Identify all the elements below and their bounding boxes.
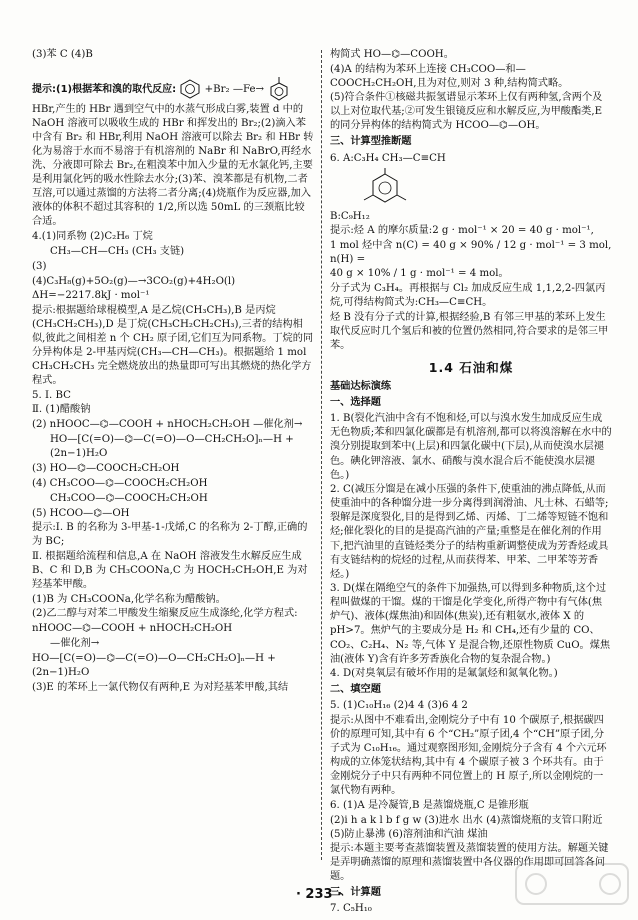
section-heading: 三、计算题 — [330, 887, 381, 899]
paragraph: (4)A 的结构为苯环上连接 CH₃COO—和—COOCH₂CH₂OH,且为对位,则对 3 种,结构简式略。 — [330, 63, 569, 89]
answer-line: 5. Ⅰ. BC — [32, 389, 71, 401]
equation-text: +Br₂ —Fe→ — [204, 84, 265, 96]
section-heading: 一、选择题 — [330, 397, 381, 409]
section-heading: 三、计算型推断题 — [330, 136, 412, 148]
structure-line: CH₃—CH—CH₃ (CH₃ 支链) — [50, 245, 185, 257]
calc-line: 1 mol 烃中含 n(C) = 40 g × 90% / 12 g · mol⁻¹ = 3 mol, n(H) = — [330, 239, 612, 265]
right-column — [330, 48, 612, 917]
calc-line: 40 g × 10% / 1 g · mol⁻¹ = 4 mol。 — [330, 268, 509, 280]
paragraph: 烃 B 没有分子式的计算,根据经验,B 有邻三甲基的苯环上发生取代反应时几个氢后和被的位置仍然相同,符合要求的是邻三甲苯。 — [330, 311, 609, 351]
answer-line: 7. C₅H₁₀ — [330, 903, 372, 915]
trimethylbenzene-structure-icon — [350, 168, 420, 208]
equation-line: HO—[C(=O)—⌬—C(=O)—O—CH₂CH₂O]ₙ—H + (2n−1)H₂O — [50, 433, 294, 459]
left-column — [32, 48, 314, 695]
answer-line: 6. (1)A 是冷凝管,B 是蒸馏烧瓶,C 是锥形瓶 — [330, 799, 529, 811]
benzene-ring-icon — [179, 79, 201, 99]
answer-line: B:C₉H₁₂ — [330, 210, 370, 222]
answer-line: 6. A:C₃H₄ CH₃—C≡CH — [330, 152, 446, 164]
tip-paragraph: 提示:从图中不难看出,金刚烷分子中有 10 个碳原子,根据碳四价的原理可知,其中有 6 个“CH₂”原子团,4 个“CH”原子团,分子式为 C₁₀H₁₆。通过观察图形知,金刚烷分子含有 4 个六元环构成的立体笼状结构,其中有 4 个碳原子被 3 个环共有。由于金刚烷分子中只有两种不同位置上的 H 原子,所以金刚烷的一氯代物有两种。 — [330, 714, 607, 797]
tip-paragraph: (2)乙二醇与对苯二甲酸发生缩聚反应生成涤纶,化学方程式: — [32, 608, 298, 620]
answer-paragraph: 2. C(减压分馏是在减小压强的条件下,使重油的沸点降低,从而使重油中的各种馏分进一步分离得到润滑油、凡士林、石蜡等;裂解是深度裂化,目的是得到乙烯、丙烯、丁二烯等短链不饱和烃;催化裂化的目的是提高汽油的产量;重整是在催化剂的作用下,把汽油里的直链烃类分子的结构重新调整使成为芳香烃或具有支链结构的烷烃的过程,从而获得苯、甲苯、二甲苯等芳香烃。) — [330, 484, 609, 580]
tip-paragraph: Ⅱ. 根据题给流程和信息,A 在 NaOH 溶液发生水解反应生成 B、C 和 D,B 为 CH₃COONa,C 为 HOCH₂CH₂OH,E 为对羟基苯甲酸。 — [32, 551, 308, 591]
tip-paragraph: 提示:根据题给球棍模型,A 是乙烷(CH₃CH₃),B 是丙烷(CH₃CH₂CH₃),D 是丁烷(CH₃CH₂CH₂CH₃),三者的结构相似,彼此之间相差 n 个 CH₂ 原子团,它们互为同系物。丁烷的同分异构体是 2-甲基丙烷(CH₃—CH—CH₃)。根据题给 1 mol CH₃CH₂CH₃ 完全燃烧放出的热量即可写出其燃烧的热化学方程式。 — [32, 304, 314, 387]
structure-line: (3) HO—⌬—COOCH₂CH₂OH — [32, 463, 180, 475]
section-title: 1.4 石油和煤 — [428, 359, 514, 375]
section-heading: 二、填空题 — [330, 684, 381, 696]
subsection-title: 基础达标演练 — [330, 381, 392, 393]
answer-line: Ⅱ. (1)醋酸钠 — [32, 404, 91, 416]
watermark-logo-icon — [514, 860, 632, 908]
tip-paragraph: (1)B 为 CH₃COONa,化学名称为醋酸钠。 — [32, 593, 226, 605]
paragraph: HBr,产生的 HBr 遇到空气中的水蒸气形成白雾,装置 d 中的 NaOH 溶液可以吸收生成的 HBr 和挥发出的 Br₂;(2)滴入苯中含有 Br₂ 和 HBr,利用 NaOH 溶液可以除去 Br₂ 和 HBr 转化为易溶于水而不易溶于有机溶剂的 NaBr 和 NaBrO,再经水洗、分液即可除去 Br₂,在粗溴苯中加入少量的无水氯化钙,主要是利用氯化钙的吸水性除去水分;(3)苯、溴苯都是有机物,二者互溶,可以通过蒸馏的方法将二者分离;(4)烧瓶作为反应器,加入液体的体积不超过其容积的 1/2,所以选 50mL 的三颈瓶比较合适。 — [32, 103, 314, 228]
equation-line: (4)C₃H₈(g)+5O₂(g)—→3CO₂(g)+4H₂O(l) — [32, 275, 236, 287]
tip-paragraph: 提示:Ⅰ. B 的名称为 3-甲基-1-戊烯,C 的名称为 2-丁醇,正确的为 BC; — [32, 522, 308, 548]
tip-bromination — [32, 76, 314, 102]
answer-paragraph: 1. B(裂化汽油中含有不饱和烃,可以与溴水发生加成反应生成无色物质;苯和四氯化碳都是有机溶剂,都可以将溴溶解在水中的溴分别提取到苯中(上层)和四氯化碳中(下层),从而使溴水层褪色。碘化钾溶液、氯水、硝酸与溴水混合后不能使溴水层褪色。) — [330, 413, 612, 481]
paragraph: (5)符合条件①核磁共振氢谱显示苯环上仅有两种氢,含两个及以上对位取代基;②可发生银镜反应和水解反应,为甲酸酯类,E 的同分异构体的结构简式为 HCOO—⌬—OH。 — [330, 92, 603, 132]
structure-line: CH₃COO—⌬—COOCH₂CH₂OH — [50, 492, 208, 504]
equation-line: (2) nHOOC—⌬—COOH + nHOCH₂CH₂OH —催化剂→ — [32, 418, 303, 430]
paragraph: 分子式为 C₃H₄。再根据与 Cl₂ 加成反应生成 1,1,2,2-四氯丙烷,可得结构简式为:CH₃—C≡CH。 — [330, 283, 606, 309]
structure-line: (4) CH₃COO—⌬—COOCH₂CH₂OH — [32, 477, 208, 489]
answer-line: (3)苯 C (4)B — [32, 49, 93, 60]
tip-paragraph: 提示:本题主要考查蒸馏装置及蒸馏装置的使用方法。解题关键是弄明确蒸馏的原理和蒸馏装置中各仪器的作用即可回答各问题。 — [330, 843, 609, 883]
structure-line: (5) HCOO—⌬—OH — [32, 507, 130, 519]
answer-paragraph: 4. D(对臭氧层有破坏作用的是氟氯烃和氮氧化物。) — [330, 668, 558, 680]
tip-paragraph: (3)E 的苯环上一氯代物仅有两种,E 为对羟基苯甲酸,其结 — [32, 681, 289, 693]
tip-paragraph: 提示:烃 A 的摩尔质量:2 g · mol⁻¹ × 20 = 40 g · mol⁻¹, — [330, 225, 594, 237]
tip-label: 提示:(1)根据苯和溴的取代反应: — [32, 84, 177, 96]
enthalpy-line: ΔH=−2217.8kJ · mol⁻¹ — [32, 290, 150, 302]
equation-line: —催化剂→ — [50, 637, 100, 649]
answer-line: 5. (1)C₁₀H₁₆ (2)4 4 (3)6 4 2 — [330, 700, 468, 712]
column-divider — [321, 50, 322, 860]
answer-line: 4.(1)同系物 (2)C₂H₆ 丁烷 — [32, 230, 153, 242]
answer-paragraph: 3. D(煤在隔绝空气的条件下加强热,可以得到多种物质,这个过程叫做煤的干馏。煤的干馏是化学变化,所得产物中有气体(焦炉气)、液体(煤焦油)和固体(焦炭),还有粗氨水,液体 X 的 pH>7。焦炉气的主要成分是 H₂ 和 CH₄,还有少量的 CO、CO₂、C₂H₄、N₂ 等,气体 Y 是混合物,还原性物质 CuO。煤焦油(液体 Y)含有许多芳香族化合物的复杂混合物。) — [330, 583, 611, 665]
answer-line: (3) — [32, 260, 47, 272]
paragraph: 构简式 HO—⌬—COOH。 — [330, 49, 454, 60]
equation-line: HO—[C(=O)—⌬—C(=O)—O—CH₂CH₂O]ₙ—H + (2n−1)H₂O — [32, 653, 276, 679]
answer-line: (2)i h a k l b f g w (3)进水 出水 (4)蒸馏烧瓶的支管口附近 (5)防止暴沸 (6)溶剂油和汽油 煤油 — [330, 814, 603, 840]
bromobenzene-icon — [267, 76, 291, 102]
page-number: · 233 · — [295, 887, 343, 902]
equation-line: nHOOC—⌬—COOH + nHOCH₂CH₂OH — [32, 622, 233, 634]
